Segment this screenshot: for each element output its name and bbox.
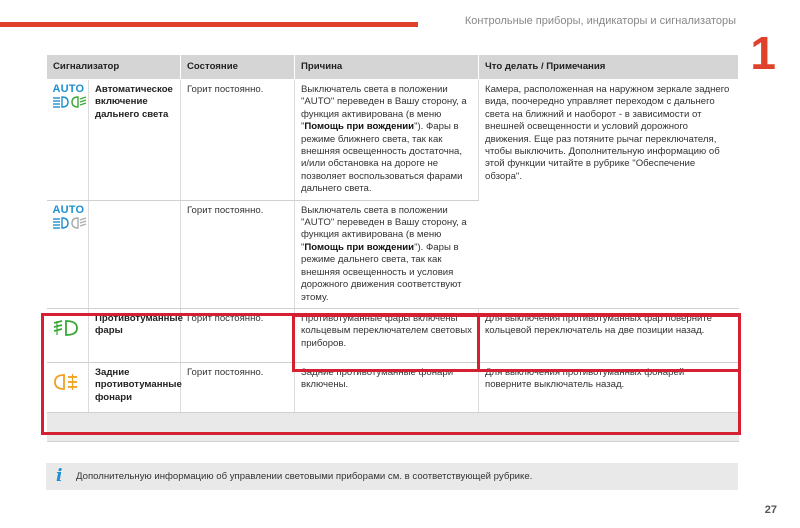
indicator-name: Задние противотуманные фонари xyxy=(89,362,181,412)
indicator-state: Горит постоянно. xyxy=(181,308,295,362)
indicator-state: Горит постоянно. xyxy=(181,200,295,308)
chapter-number: 1 xyxy=(750,27,776,79)
info-icon: i xyxy=(56,466,63,486)
auto-high-beam-icon: AUTO xyxy=(53,84,89,108)
column-header: Сигнализатор xyxy=(47,55,181,80)
section-title: Контрольные приборы, индикаторы и сигнализаторы xyxy=(464,15,736,27)
table-row xyxy=(47,362,739,412)
indicator-reason: Выключатель света в положении "AUTO" переведен в Вашу сторону, а функция активирована (в меню "Помощь при вождении"). Фары в режиме ближнего света, так как внешняя освещенность достаточна, и/или обстановка на дороге не позволяет воспользоваться фарами дальнего света. xyxy=(295,80,479,201)
page-number: 27 xyxy=(764,504,777,516)
icon-cell xyxy=(47,200,89,308)
indicator-action: Для выключения противотуманных фар поверните кольцевой переключатель на две позиции назад. xyxy=(479,308,739,362)
info-text: Дополнительную информацию об управлении световыми приборами см. в соответствующей рубрике. xyxy=(76,471,533,482)
indicator-reason: Противотуманные фары включены кольцевым переключателем световых приборов. xyxy=(295,308,479,362)
table-bottom-spacer xyxy=(47,412,739,441)
indicator-table-panel xyxy=(46,54,738,442)
indicator-table xyxy=(46,54,739,442)
rear-fog-light-icon xyxy=(53,373,79,391)
table-header-row xyxy=(47,55,739,80)
table-row xyxy=(47,308,739,362)
icon-cell xyxy=(47,308,89,362)
indicator-reason: Задние противотуманные фонари включены. xyxy=(295,362,479,412)
column-header: Причина xyxy=(295,55,479,80)
info-note xyxy=(46,463,738,490)
table-row xyxy=(47,80,739,201)
icon-cell xyxy=(47,80,89,201)
indicator-state: Горит постоянно. xyxy=(181,362,295,412)
header-accent-bar xyxy=(0,22,418,27)
indicator-name: Автоматическое включение дальнего света xyxy=(89,80,181,201)
indicator-name: Противотуманные фары xyxy=(89,308,181,362)
auto-high-beam-icon: AUTO xyxy=(53,205,89,229)
indicator-reason: Выключатель света в положении "AUTO" переведен в Вашу сторону, а функция активирована (в меню "Помощь при вождении"). Фары в режиме дальнего света, так как внешняя освещенность и условия дорожного движения соответствуют этому. xyxy=(295,200,479,308)
indicator-state: Горит постоянно. xyxy=(181,80,295,201)
indicator-action: Камера, расположенная на наружном зеркале заднего вида, поочередно управляет переходом с дальнего света на ближний и наоборот - в зависимости от внешней освещенности и условий дорожного движения. Еще раз потяните рычаг переключателя, чтобы выключить. Дополнительную информацию об этой функции читайте в рубрике "Обеспечение обзора". xyxy=(479,80,739,309)
icon-cell xyxy=(47,362,89,412)
indicator-name xyxy=(89,200,181,308)
front-fog-light-icon xyxy=(53,319,79,337)
column-header: Что делать / Примечания xyxy=(479,55,739,80)
column-header: Состояние xyxy=(181,55,295,80)
indicator-action: Для выключения противотуманных фонарей поверните выключатель назад. xyxy=(479,362,739,412)
